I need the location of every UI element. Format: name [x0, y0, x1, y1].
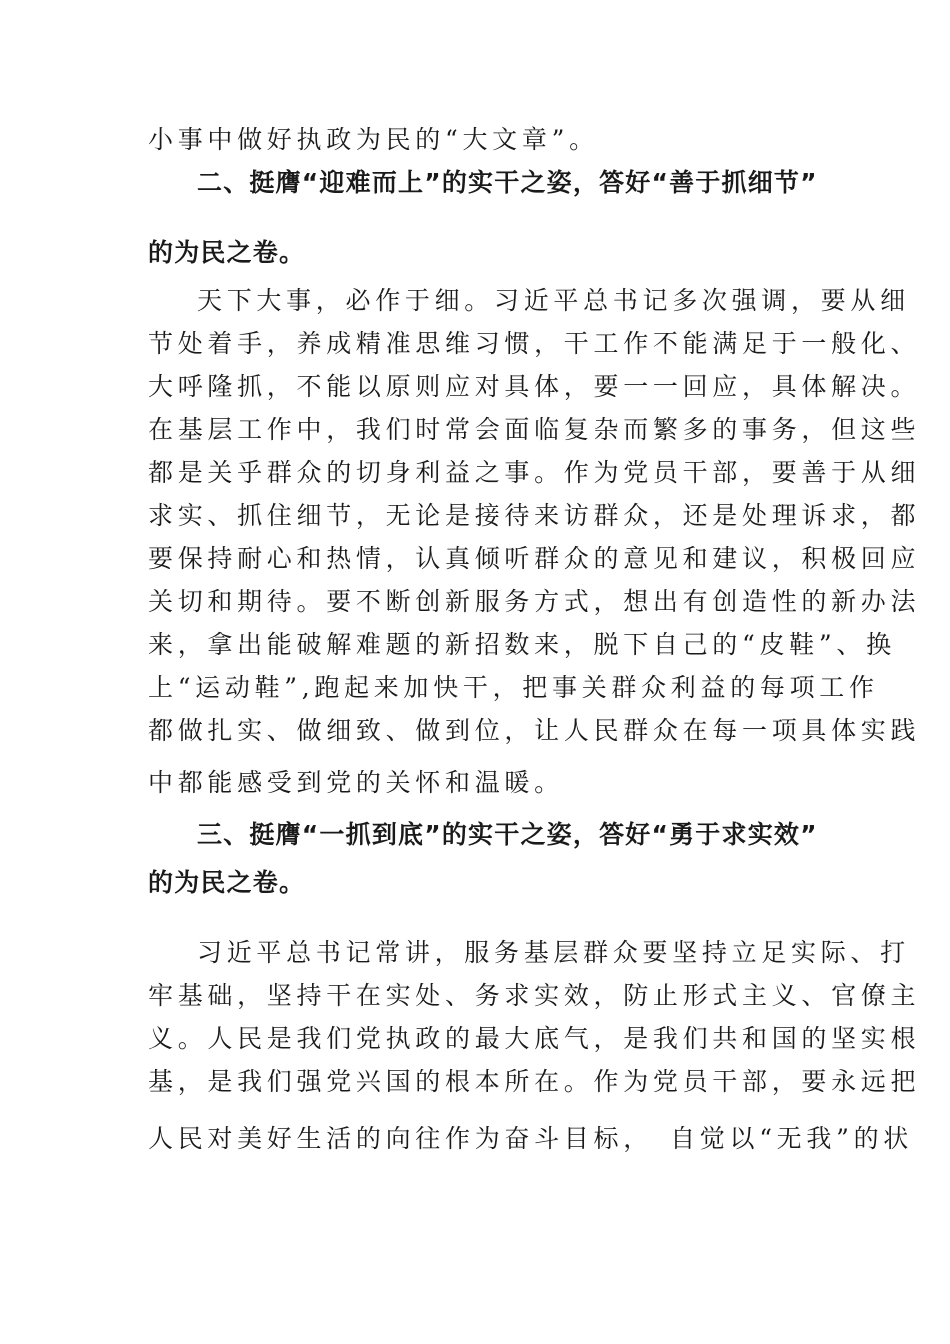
body-text-line: 大呼隆抓，不能以原则应对具体，要一一回应，具体解决。 — [148, 372, 921, 401]
body-text-line: 要保持耐心和热情，认真倾听群众的意见和建议，积极回应 — [148, 544, 921, 573]
body-text-line: 上“运动鞋”,跑起来加快干，把事关群众利益的每项工作 — [148, 673, 879, 702]
body-text-line: 习近平总书记常讲，服务基层群众要坚持立足实际、打 — [197, 938, 910, 967]
body-text-line: 在基层工作中，我们时常会面临复杂而繁多的事务，但这些 — [148, 415, 921, 444]
body-text-line: 节处着手，养成精准思维习惯，干工作不能满足于一般化、 — [148, 329, 921, 358]
body-text-line: 天下大事，必作于细。习近平总书记多次强调，要从细 — [197, 286, 910, 315]
body-text-line: 小事中做好执政为民的“大文章”。 — [148, 125, 599, 154]
body-text-line: 来，拿出能破解难题的新招数来，脱下自己的“皮鞋”、换 — [148, 630, 896, 659]
body-text-line: 求实、抓住细节，无论是接待来访群众，还是处理诉求，都 — [148, 501, 921, 530]
body-text-line: 关切和期待。要不断创新服务方式，想出有创造性的新办法 — [148, 587, 921, 616]
section-heading-continued: 的为民之卷。 — [148, 238, 306, 267]
section-heading: 二、挺膺“迎难而上”的实干之姿，答好“善于抓细节” — [197, 168, 818, 197]
section-heading-continued: 的为民之卷。 — [148, 868, 306, 897]
body-text-line: 义。人民是我们党执政的最大底气，是我们共和国的坚实根 — [148, 1024, 921, 1053]
body-text-line: 都是关乎群众的切身利益之事。作为党员干部，要善于从细 — [148, 458, 921, 487]
body-text-line: 都做扎实、做细致、做到位，让人民群众在每一项具体实践 — [148, 716, 921, 745]
body-text-line: 牢基础，坚持干在实处、务求实效，防止形式主义、官僚主 — [148, 981, 921, 1010]
section-heading: 三、挺膺“一抓到底”的实干之姿，答好“勇于求实效” — [197, 820, 818, 849]
body-text-line: 人民对美好生活的向往作为奋斗目标， 自觉以“无我”的状 — [148, 1124, 913, 1153]
body-text-line: 中都能感受到党的关怀和温暖。 — [148, 768, 564, 797]
body-text-line: 基，是我们强党兴国的根本所在。作为党员干部，要永远把 — [148, 1067, 921, 1096]
